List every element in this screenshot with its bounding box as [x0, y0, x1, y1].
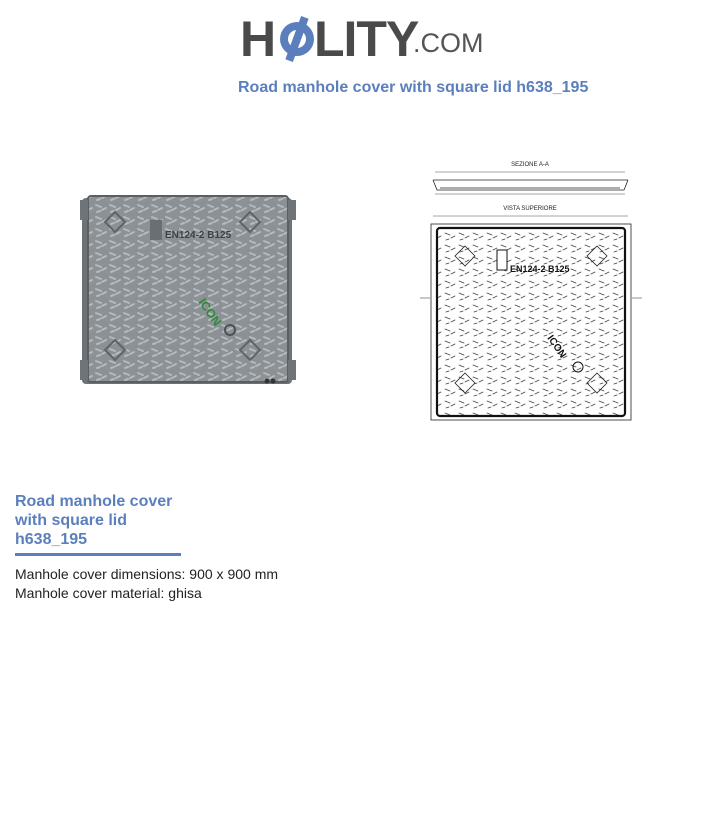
photo-brand-text: ICON — [195, 295, 225, 329]
photo-marking-text: EN124-2 B125 — [165, 230, 232, 241]
drawing-section-label: SEZIONE A-A — [511, 162, 549, 168]
technical-drawing[interactable] — [415, 158, 645, 428]
logo-suffix-com: .COM — [413, 28, 484, 58]
page-title: Road manhole cover with square lid h638_195 — [238, 79, 589, 96]
drawing-marking-text: EN124-2 B125 — [510, 264, 570, 274]
title-divider — [15, 553, 181, 556]
logo-o-icon — [278, 16, 316, 62]
logo-letter-h: H — [240, 11, 276, 67]
spec-dimensions: Manhole cover dimensions: 900 x 900 mm — [15, 566, 279, 582]
logo-word-lity: LITY — [314, 11, 419, 67]
product-photo[interactable] — [80, 190, 298, 392]
drawing-top-label: VISTA SUPERIORE — [503, 206, 557, 212]
product-title-line1: Road manhole cover — [15, 493, 173, 510]
spec-material: Manhole cover material: ghisa — [15, 585, 202, 601]
product-title-line3: h638_195 — [15, 531, 88, 548]
product-title — [15, 492, 215, 549]
drawing-brand-text: ICON — [544, 333, 568, 361]
holity-logo[interactable] — [240, 10, 490, 68]
product-title-line2: with square lid — [15, 512, 128, 529]
